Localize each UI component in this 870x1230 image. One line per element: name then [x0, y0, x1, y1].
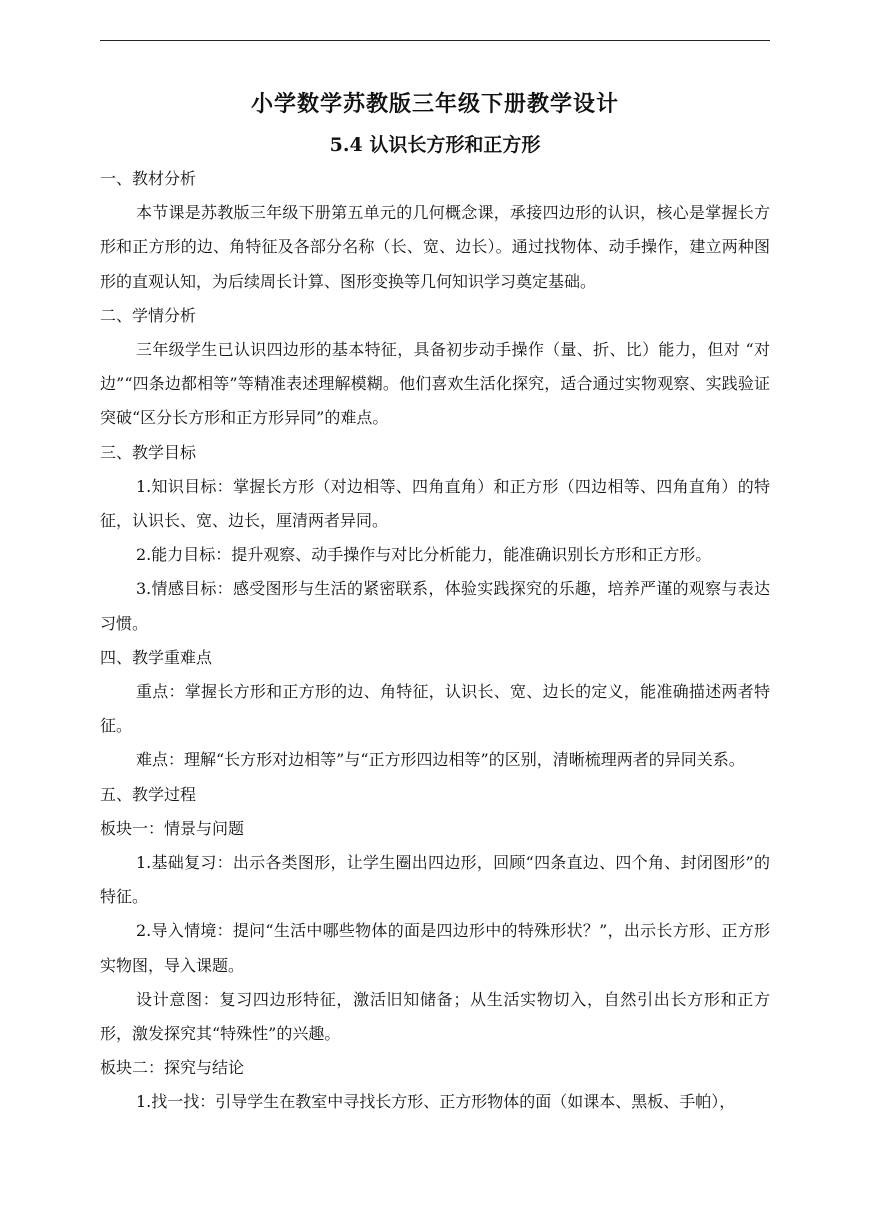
body-paragraph: 设计意图：复习四边形特征，激活旧知储备；从生活实物切入，自然引出长方形和正方形，激发探究其“特殊性”的兴趣。 [100, 989, 770, 1044]
section-heading: 一、教材分析 [100, 169, 197, 188]
body-paragraph: 2.导入情境：提问“生活中哪些物体的面是四边形中的特殊形状？”，出示长方形、正方形实物图，导入课题。 [100, 921, 770, 975]
body-paragraph: 1.找一找：引导学生在教室中寻找长方形、正方形物体的面（如课本、黑板、手帕）， [136, 1092, 736, 1112]
body-paragraph: 难点：理解“长方形对边相等”与“正方形四边相等”的区别，清晰梳理两者的异同关系。 [136, 750, 745, 770]
document-body [100, 162, 770, 1120]
section-heading: 板块二：探究与结论 [100, 1058, 245, 1078]
section-heading: 四、教学重难点 [100, 647, 213, 667]
body-paragraph: 重点：掌握长方形和正方形的边、角特征，认识长、宽、边长的定义，能准确描述两者特征。 [100, 682, 770, 736]
body-paragraph: 三年级学生已认识四边形的基本特征，具备初步动手操作（量、折、比）能力，但对 “对边”“四条边都相等”等精准表述理解模糊。他们喜欢生活化探究，适合通过实物观察、实践验证突破“区分长方形和正方形异同”的难点。 [100, 340, 770, 428]
document-page [100, 84, 770, 1120]
header-rule [100, 40, 770, 41]
section-heading: 板块一：情景与问题 [100, 818, 245, 838]
document-title: 小学数学苏教版三年级下册教学设计 [250, 91, 619, 117]
body-paragraph: 本节课是苏教版三年级下册第五单元的几何概念课，承接四边形的认识，核心是掌握长方形和正方形的边、角特征及各部分名称（长、宽、边长）。通过找物体、动手操作，建立两种图形的直观认知，为后续周长计算、图形变换等几何知识学习奠定基础。 [100, 203, 770, 291]
section-heading: 五、教学过程 [100, 784, 197, 804]
body-paragraph: 1.知识目标：掌握长方形（对边相等、四角直角）和正方形（四边相等、四角直角）的特征，认识长、宽、边长，厘清两者异同。 [100, 476, 770, 531]
section-heading: 二、学情分析 [100, 305, 197, 325]
body-paragraph: 3.情感目标：感受图形与生活的紧密联系，体验实践探究的乐趣，培养严谨的观察与表达习惯。 [100, 579, 770, 633]
body-paragraph: 1.基础复习：出示各类图形，让学生圈出四边形，回顾“四条直边、四个角、封闭图形”的特征。 [100, 853, 770, 907]
body-paragraph: 2.能力目标：提升观察、动手操作与对比分析能力，能准确识别长方形和正方形。 [136, 545, 712, 565]
section-heading: 三、教学目标 [100, 442, 197, 462]
lesson-title: 5.4 认识长方形和正方形 [329, 134, 541, 156]
